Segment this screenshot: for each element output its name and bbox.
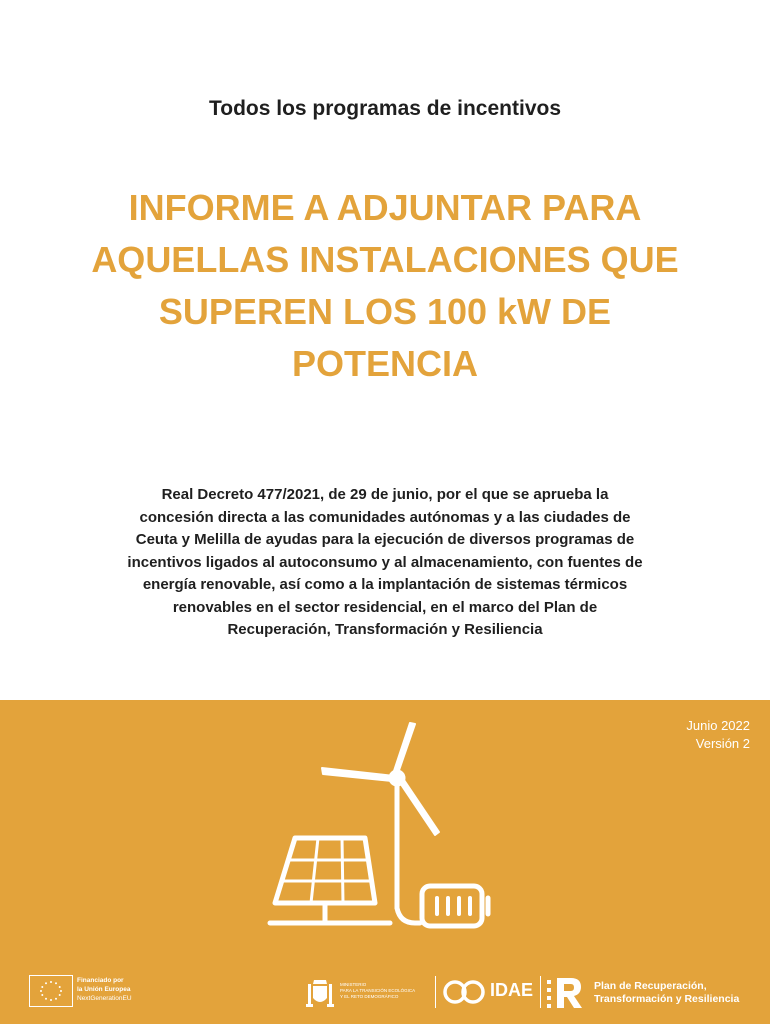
idae-logo-icon [441,978,487,1006]
ministry-text-line: MINISTERIO [340,982,367,987]
description-line: Ceuta y Melilla de ayudas para la ejecución de diversos programas de [135,531,635,548]
logo-bar [0,968,770,1024]
spain-coat-of-arms-icon [305,976,335,1010]
version-info [686,717,750,753]
program-subtitle: Todos los programas de incentivos [208,97,562,120]
description-line: Recuperación, Transformación y Resiliencia [227,621,543,638]
eu-text-line: la Unión Europea [77,986,131,993]
eu-funding-text [77,976,132,1003]
logo-divider [435,976,436,1008]
prtr-r-logo-icon [545,976,585,1010]
description-line: energía renovable, así como a la implantación de sistemas térmicos [142,576,628,593]
eu-text-line: Financiado por [77,977,124,984]
decree-description [95,484,675,642]
eu-flag-icon [29,975,73,1007]
description-line: incentivos ligados al autoconsumo y al almacenamiento, con fuentes de [127,553,643,571]
title-line: POTENCIA [291,343,478,384]
ministry-text-line: PARA LA TRANSICIÓN ECOLÓGICA [340,988,416,993]
solar-panel-wind-turbine-battery-icon [250,718,500,938]
ministry-text [340,982,435,1000]
logo-divider [540,976,541,1008]
description-line: Real Decreto 477/2021, de 29 de junio, por el que se aprueba la [161,486,609,503]
description-line: renovables en el sector residencial, en el marco del Plan de [172,598,598,616]
prtr-text [594,980,739,1006]
ministry-text-line: Y EL RETO DEMOGRÁFICO [340,994,399,999]
title-line: INFORME A ADJUNTAR PARA [128,187,642,228]
description-line: concesión directa a las comunidades autónomas y a las ciudades de [139,508,631,526]
idae-wordmark: IDAE [490,980,534,1000]
publication-date: Junio 2022 [686,718,750,733]
version-label: Versión 2 [695,736,750,751]
prtr-text-line: Transformación y Resiliencia [594,993,740,1005]
document-title [60,182,710,390]
title-line: AQUELLAS INSTALACIONES QUE [91,239,679,280]
eu-text-line: NextGenerationEU [77,995,132,1002]
prtr-text-line: Plan de Recuperación, [594,980,707,992]
title-line: SUPEREN LOS 100 kW DE [158,291,612,332]
